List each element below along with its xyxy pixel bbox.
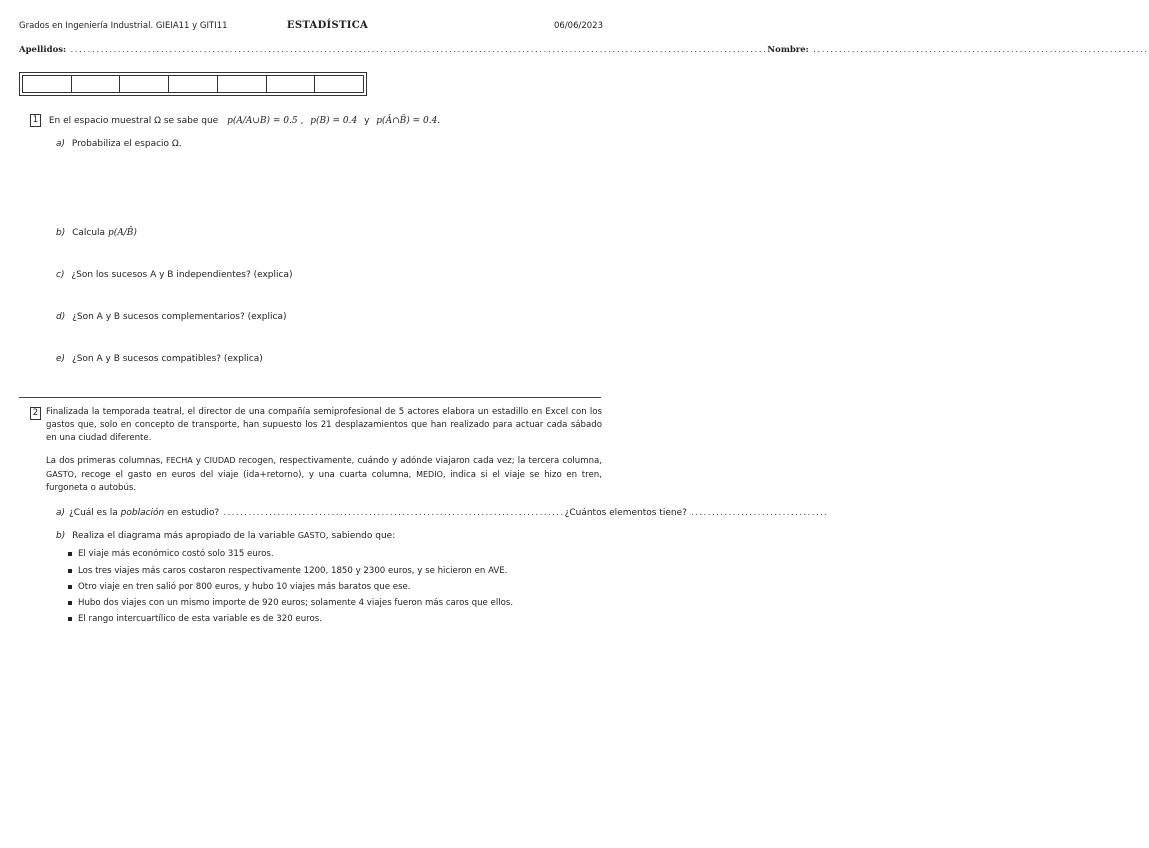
item-label: a) <box>56 139 66 149</box>
q1-item-e <box>56 354 263 364</box>
item-label: b) <box>56 228 66 238</box>
q1-item-a <box>56 139 182 149</box>
item-text: , sabiendo que: <box>325 531 396 541</box>
score-cell[interactable] <box>314 75 364 93</box>
name-label: Nombre: <box>767 45 809 55</box>
item-label: e) <box>56 354 66 364</box>
column-name: MEDIO <box>416 470 443 479</box>
item-emphasis: población <box>120 508 165 518</box>
question-intro: En el espacio muestral Ω se sabe que <box>48 116 219 126</box>
score-cell[interactable] <box>22 75 72 93</box>
student-info-line <box>19 45 1149 55</box>
item-label: a) <box>56 508 66 518</box>
item-text: ¿Cuántos elementos tiene? <box>564 508 687 518</box>
item-text: ¿Son los sucesos A y B independientes? (explica) <box>71 270 293 280</box>
score-cell[interactable] <box>168 75 218 93</box>
bullet-item: Otro viaje en tren salió por 800 euros, y hubo 10 viajes más baratos que ese. <box>78 582 411 592</box>
item-text: Probabiliza el espacio Ω. <box>71 139 182 149</box>
bullet-item: Los tres viajes más caros costaron respectivamente 1200, 1850 y 2300 euros, y se hicieron en AVE. <box>78 566 508 576</box>
name-field[interactable]: .............................................................................. <box>808 45 1149 55</box>
q1-item-b <box>56 228 137 238</box>
para-text: La dos primeras columnas, <box>46 456 163 466</box>
score-grid <box>19 72 367 96</box>
condition-3: p(Ā∩B̄) = 0.4. <box>376 116 441 126</box>
surname-field[interactable]: .................................................................................................................................................................. <box>66 45 768 55</box>
para-text: , indica si el viaje se hizo en tren, furgoneta o autobús. <box>46 470 602 493</box>
score-cell[interactable] <box>266 75 316 93</box>
variable-name: GASTO <box>297 531 326 540</box>
item-label: d) <box>56 312 66 322</box>
bullet-item: Hubo dos viajes con un mismo importe de 920 euros; solamente 4 viajes fueron más caros que ellos. <box>78 598 514 608</box>
question-2-paragraph-2 <box>46 454 602 495</box>
and-word: y <box>364 116 370 126</box>
score-cell[interactable] <box>71 75 121 93</box>
course-label: Grados en Ingeniería Industrial. GIEIA11 y GITI11 <box>19 21 228 31</box>
para-text: recogen, respectivamente, cuándo y adónde viajaron cada vez; la tercera columna, <box>238 456 603 466</box>
q1-item-d <box>56 312 287 322</box>
item-text: ¿Son A y B sucesos compatibles? (explica) <box>71 354 263 364</box>
item-text: ¿Son A y B sucesos complementarios? (explica) <box>72 312 287 322</box>
answer-blank[interactable]: .................................................................................. <box>219 508 565 518</box>
item-math: p(A/B̄) <box>107 228 137 238</box>
surname-label: Apellidos: <box>19 45 67 55</box>
exam-date: 06/06/2023 <box>554 21 603 31</box>
answer-blank[interactable]: ................................. <box>686 508 829 518</box>
condition-1: p(A/A∪B) = 0.5 , <box>227 116 304 126</box>
question-2-paragraph-1: Finalizada la temporada teatral, el director de una compañía semiprofesional de 5 actores elabora un estadillo en Excel con los gastos que, solo en concepto de transporte, han supuesto los 21 desplazamientos que han realizado para actuar cada sábado en una ciudad diferente. <box>46 407 602 443</box>
item-label: c) <box>56 270 65 280</box>
column-name: GASTO <box>46 470 74 479</box>
condition-2: p(B) = 0.4 <box>310 116 358 126</box>
question-1-statement <box>30 114 440 127</box>
item-text: Calcula <box>72 228 106 238</box>
bullet-item: El rango intercuartílico de esta variable es de 320 euros. <box>78 614 322 624</box>
page-title: ESTADÍSTICA <box>286 20 369 31</box>
bullet-item: El viaje más económico costó solo 315 euros. <box>78 549 274 559</box>
item-text: Realiza el diagrama más apropiado de la variable <box>72 531 295 541</box>
item-label: b) <box>56 531 66 541</box>
q2-item-b <box>56 531 395 541</box>
score-cell[interactable] <box>119 75 169 93</box>
column-name: FECHA <box>166 456 193 465</box>
column-name: CIUDAD <box>204 456 236 465</box>
para-text: , recoge el gasto en euros del viaje (ida+retorno), y una cuarta columna, <box>73 470 412 480</box>
para-text: y <box>195 456 201 466</box>
q1-item-c <box>56 270 293 280</box>
question-number: 2 <box>30 407 41 420</box>
question-number: 1 <box>30 114 41 127</box>
q2-item-a <box>56 508 829 518</box>
score-cell[interactable] <box>217 75 267 93</box>
item-text: en estudio? <box>167 508 220 518</box>
item-text: ¿Cuál es la <box>69 508 118 518</box>
section-divider <box>19 397 601 398</box>
